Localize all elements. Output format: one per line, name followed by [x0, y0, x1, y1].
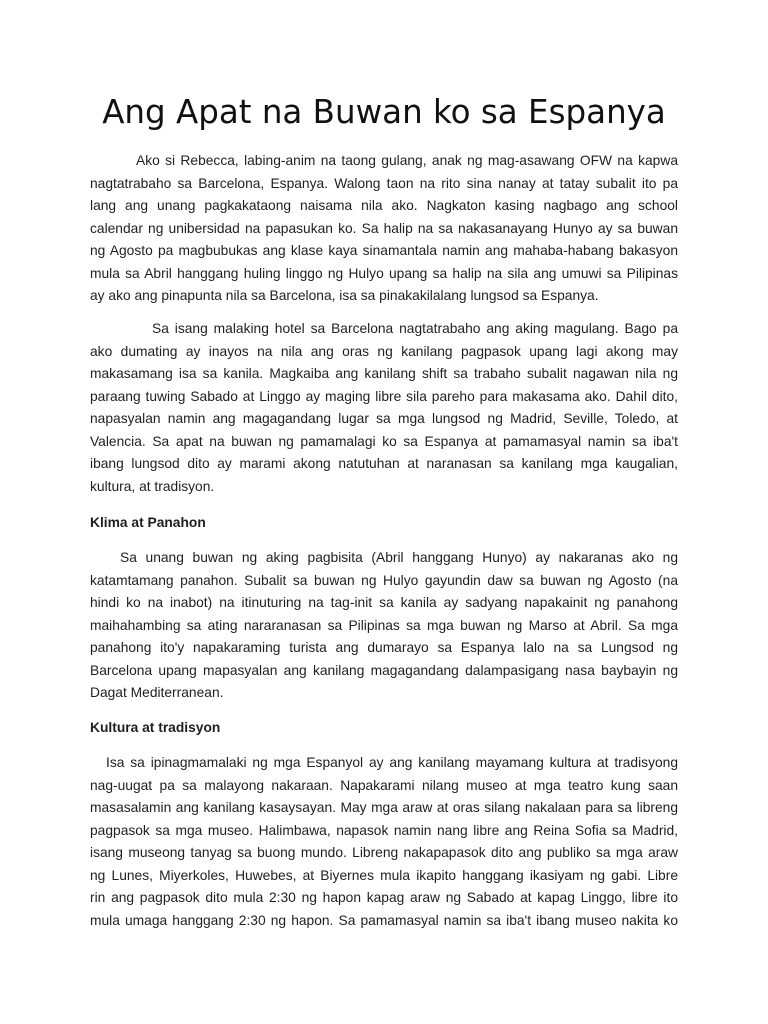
text-line: Sa unang buwan ng aking pagbisita (Abril hanggang Hunyo) ay nakaranas ako ng — [120, 550, 678, 565]
text-line: hindi ko na inabot) na itinuturing na tag-init sa kanila ay sadyang napakainit ng panahong — [90, 595, 678, 610]
text-line: paraang tuwing Sabado at Linggo ay maging libre sila pareho para makasama ako. Dahil dito, — [90, 388, 678, 404]
text-line: pagpasok sa mga museo. Halimbawa, napasok namin nang libre ang Reina Sofia sa Madrid, — [90, 822, 678, 838]
text-line: nag-uugat pa sa malayong nakaraan. Napakarami nilang museo at mga teatro kung saan — [90, 777, 678, 793]
text-line: nagtatrabaho sa Barcelona, Espanya. Walong taon na rito sina nanay at tatay subalit ito pa — [90, 175, 678, 191]
text-line: ako dumating ay inayos na nila ang oras ng kanilang pagpasok upang lagi akong may — [90, 343, 678, 359]
text-line: ng Agosto pa magbubukas ang klase kaya sinamantala namin ang mahaba-habang bakasyon — [90, 243, 678, 258]
paragraph-intro — [90, 150, 678, 308]
text-line: ibang lungsod dito ay marami akong natutuhan at naranasan sa kanilang mga kaugalian, — [90, 456, 678, 471]
text-line: napasyalan namin ang magagandang lugar sa mga lungsod ng Madrid, Seville, Toledo, at — [90, 411, 678, 426]
text-line: Isa sa ipinagmamalaki ng mga Espanyol ay ang kanilang mayamang kultura at tradisyong — [106, 755, 678, 770]
text-line: Dagat Mediterranean. — [90, 685, 224, 700]
paragraph-hotel — [90, 318, 678, 498]
document-title: Ang Apat na Buwan ko sa Espanya — [102, 93, 666, 131]
text-line: katamtamang panahon. Subalit sa buwan ng Hulyo gayundin daw sa buwan ng Agosto (na — [90, 572, 678, 588]
text-line: Sa isang malaking hotel sa Barcelona nagtatrabaho ang aking magulang. Bago pa — [152, 321, 678, 336]
section-heading-kultura: Kultura at tradisyon — [90, 720, 221, 735]
text-line: ng Lunes, Miyerkoles, Huwebes, at Biyernes mula ikapito hanggang ikasiyam ng gabi. Libre — [90, 867, 678, 883]
text-line: masasalamin ang kanilang kasaysayan. May mga araw at oras silang nakalaan para sa libreng — [90, 800, 678, 815]
text-line: Valencia. Sa apat na buwan ng pamamalagi ko sa Espanya at pamamasyal namin sa iba't — [90, 433, 678, 449]
text-line: lang ang unang pagkakataong naisama nila ako. Nagkaton kasing nagbago ang school — [90, 198, 678, 213]
section-heading-klima: Klima at Panahon — [90, 515, 206, 530]
text-line: mula sa Abril hanggang huling linggo ng Hulyo upang sa halip na sila ang umuwi sa Pilipinas — [90, 265, 678, 281]
text-line: maihahambing sa ating nararanasan sa Pilipinas sa mga buwan ng Marso at Abril. Sa mga — [90, 617, 678, 633]
text-line: isang museong tanyag sa buong mundo. Libreng nakapapasok dito ang publiko sa mga araw — [90, 845, 678, 860]
text-line: makasamang isa sa kanila. Magkaiba ang kanilang shift sa trabaho subalit nagawan nila ng — [90, 366, 678, 381]
text-line: ay ako ang pinapunta nila sa Barcelona, isa sa pinakakilalang lungsod sa Espanya. — [90, 288, 599, 303]
paragraph-klima — [90, 547, 678, 705]
text-line: mula umaga hanggang 2:30 ng hapon. Sa pamamasyal namin sa iba't ibang museo nakita ko — [90, 912, 678, 928]
text-line: calendar ng unibersidad na papasukan ko. Sa halip na sa nakasanayang Hunyo ay sa buwan — [90, 220, 678, 236]
paragraph-kultura — [90, 752, 678, 932]
text-line: rin ang pagpasok dito mula 2:30 ng hapon kapag araw ng Sabado at kapag Linggo, libre ito — [90, 890, 678, 905]
text-line: Barcelona upang mapasyalan ang kanilang magagandang dalampasigang nasa baybayin ng — [90, 662, 678, 678]
text-line: kultura, at tradisyon. — [90, 478, 215, 494]
text-line: Ako si Rebecca, labing-anim na taong gulang, anak ng mag-asawang OFW na kapwa — [136, 153, 678, 168]
text-line: panahong ito'y napakaraming turista ang dumarayo sa Espanya lalo na sa Lungsod ng — [90, 640, 678, 655]
